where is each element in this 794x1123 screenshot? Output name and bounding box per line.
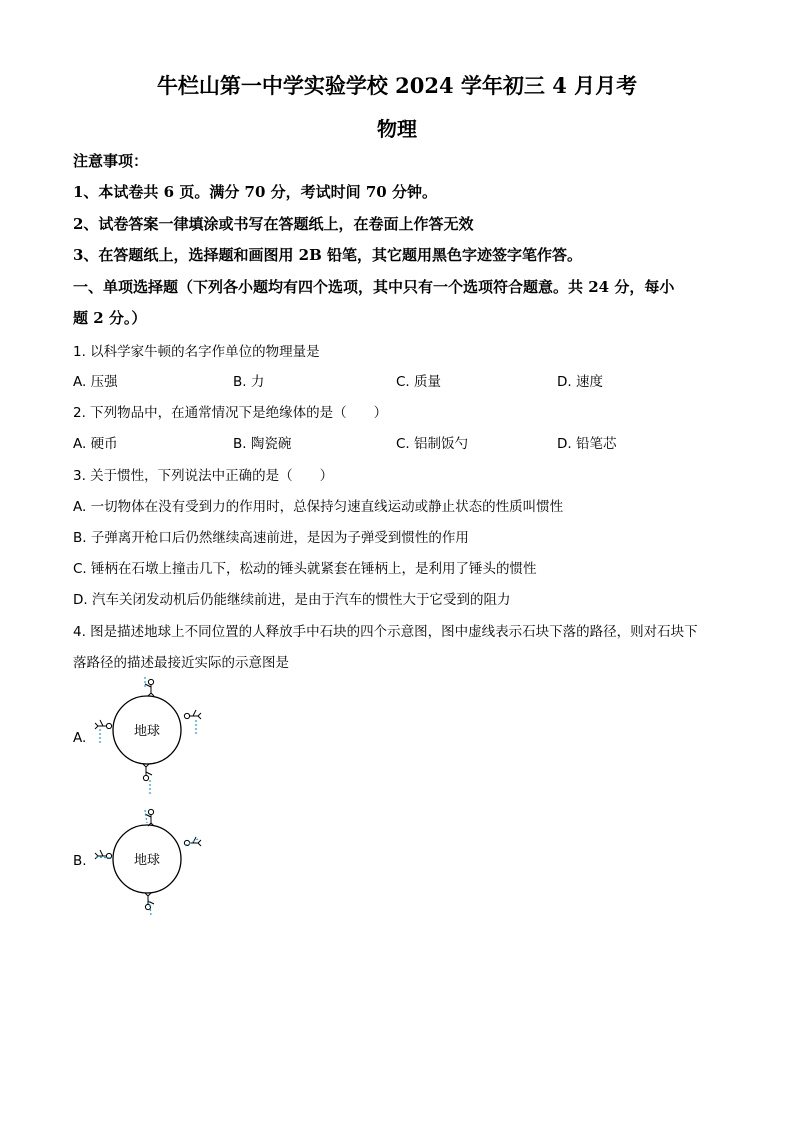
question-2-option-b: B. 陶瓷碗	[233, 436, 292, 452]
figure-b-diagram	[88, 803, 208, 921]
person-right-icon	[184, 710, 201, 719]
question-2-option-a: A. 硬币	[73, 436, 118, 452]
section-heading-cont: 题 2 分。）	[73, 309, 147, 327]
question-4-stem: 4. 图是描述地球上不同位置的人释放手中石块的四个示意图，图中虚线表示石块下落的路径，则对石块下	[73, 624, 698, 640]
figure-a-label: A.	[73, 730, 87, 746]
subject-title: 物理	[377, 117, 417, 141]
earth-label: 地球	[133, 853, 161, 868]
question-1-stem: 1. 以科学家牛顿的名字作单位的物理量是	[73, 344, 320, 360]
question-1-option-d: D. 速度	[557, 374, 603, 390]
person-left-icon	[95, 720, 112, 729]
question-3-option-c: C. 锤柄在石墩上撞击几下，松动的锤头就紧套在锤柄上，是利用了锤头的惯性	[73, 561, 537, 577]
section-heading: 一、单项选择题（下列各小题均有四个选项，其中只有一个选项符合题意。共 24 分，每小	[73, 278, 675, 296]
question-3-option-d: D. 汽车关闭发动机后仍能继续前进，是由于汽车的惯性大于它受到的阻力	[73, 592, 511, 608]
notice-item-2: 2、试卷答案一律填涂或书写在答题纸上，在卷面上作答无效	[73, 215, 474, 233]
notice-heading: 注意事项：	[73, 152, 149, 170]
person-bottom-icon	[143, 764, 152, 781]
notice-item-3: 3、在答题纸上，选择题和画图用 2B 铅笔，其它题用黑色字迹签字笔作答。	[73, 246, 582, 264]
figure-a-diagram	[88, 674, 208, 798]
earth-label: 地球	[133, 724, 161, 739]
stone-path-top	[145, 810, 147, 823]
question-1-option-a: A. 压强	[73, 374, 118, 390]
question-3-option-a: A. 一切物体在没有受到力的作用时，总保持匀速直线运动或静止状态的性质叫惯性	[73, 499, 564, 515]
notice-item-1: 1、本试卷共 6 页。满分 70 分，考试时间 70 分钟。	[73, 183, 437, 201]
person-top-icon	[145, 809, 154, 826]
person-top-icon	[145, 679, 154, 696]
question-2-stem: 2. 下列物品中，在通常情况下是绝缘体的是（ ）	[73, 405, 388, 421]
question-4-stem-cont: 落路径的描述最接近实际的示意图是	[73, 655, 289, 671]
exam-title: 牛栏山第一中学实验学校 2024 学年初三 4 月月考	[156, 73, 638, 98]
question-1-option-c: C. 质量	[396, 374, 442, 390]
question-1-option-b: B. 力	[233, 374, 265, 390]
figure-b-label: B.	[73, 853, 87, 869]
question-3-option-b: B. 子弹离开枪口后仍然继续高速前进，是因为子弹受到惯性的作用	[73, 530, 469, 546]
question-2-option-c: C. 铝制饭勺	[396, 436, 469, 452]
question-3-stem: 3. 关于惯性，下列说法中正确的是（ ）	[73, 468, 334, 484]
question-2-option-d: D. 铅笔芯	[557, 436, 617, 452]
